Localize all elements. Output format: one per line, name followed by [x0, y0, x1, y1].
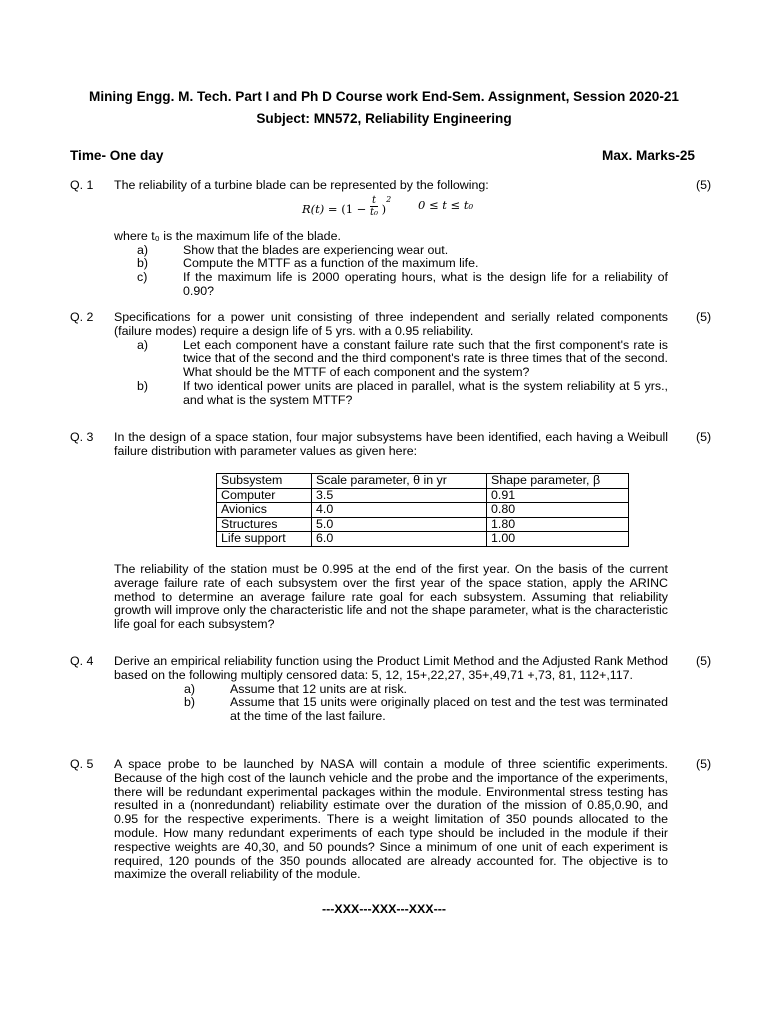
- formula-lhs: R(t) =: [302, 201, 342, 216]
- table-cell: Avionics: [217, 503, 312, 518]
- table-cell: Structures: [217, 517, 312, 532]
- max-marks: Max. Marks-25: [602, 148, 695, 163]
- subquestion-b: [114, 257, 668, 271]
- fraction-numerator: t: [371, 195, 376, 207]
- question-number: Q. 2: [70, 310, 94, 324]
- subquestion-a: [114, 244, 668, 258]
- table-cell: 1.80: [487, 517, 629, 532]
- table-header-cell: Shape parameter, β: [487, 474, 629, 489]
- question-intro: Specifications for a power unit consisting of three independent and serially related components (failure modes) require a design life of 5 yrs. with a 0.95 reliability.: [114, 310, 668, 338]
- question-marks: (5): [696, 430, 712, 444]
- question-marks: (5): [696, 757, 712, 771]
- question-marks: (5): [696, 310, 712, 324]
- question-intro: The reliability of a turbine blade can be represented by the following:: [114, 178, 489, 192]
- subquestion-b: [114, 696, 668, 724]
- table-header-cell: Subsystem: [217, 474, 312, 489]
- table-cell: Life support: [217, 532, 312, 547]
- subquestion-c: [114, 271, 668, 299]
- subquestion-b: [114, 380, 668, 408]
- formula-exponent: 2: [386, 194, 392, 204]
- time-marks-row: [70, 148, 695, 163]
- table-cell: 4.0: [312, 503, 487, 518]
- subsystem-table: [216, 473, 629, 547]
- subquestion-label: a): [137, 242, 149, 257]
- question-body: A space probe to be launched by NASA will contain a module of three scientific experiments. Because of the high cost of the launch vehicle and the probe and the importance of the experiments, there will be redundant experimental packages within the module. Environmental stress testing has resulted in a (nonredundant) reliability estimate over the duration of the mission of 0.85,0.90, and 0.95 for the respective experiments. There is a weight limitation of 350 pounds allocated to the module. How many redundant experiments of each type should be included in the module if their respective weights are 40,30, and 50 pounds? Since a minimum of one unit of each experiment is required, 120 pounds of the 350 pounds allocated are already accounted for. The objective is to maximize the overall reliability of the module.: [114, 757, 668, 882]
- formula-range: 0 ≤ t ≤ t₀: [418, 197, 474, 212]
- table-cell: 0.91: [487, 488, 629, 503]
- table-row: [217, 488, 629, 503]
- subject-line: Subject: MN572, Reliability Engineering: [256, 111, 512, 126]
- table-cell: 5.0: [312, 517, 487, 532]
- formula-fraction: [370, 195, 378, 218]
- where-clause: where t₀ is the maximum life of the blade.: [114, 228, 341, 243]
- reliability-formula: [114, 193, 668, 227]
- table-cell: 3.5: [312, 488, 487, 503]
- formula-paren-close: ): [381, 201, 387, 216]
- subquestion-label: a): [184, 681, 196, 696]
- question-marks: (5): [696, 178, 712, 192]
- subquestion-label: b): [137, 256, 149, 271]
- subquestion-text: Assume that 15 units were originally placed on test and the test was terminated at the time of the last failure.: [230, 695, 668, 724]
- subquestion-label: a): [137, 337, 149, 352]
- question-marks: (5): [696, 654, 712, 668]
- table-row: [217, 517, 629, 532]
- table-cell: 6.0: [312, 532, 487, 547]
- subquestion-label: c): [137, 270, 148, 285]
- document-title: Mining Engg. M. Tech. Part I and Ph D Course work End-Sem. Assignment, Session 2020-21: [89, 89, 679, 104]
- subquestion-text: If two identical power units are placed in parallel, what is the system reliability at 5 yrs., and what is the system MTTF?: [183, 378, 668, 407]
- end-separator: ---XXX---XXX---XXX---: [322, 902, 446, 916]
- question-intro: Derive an empirical reliability function using the Product Limit Method and the Adjusted Rank Method based on the following multiply censored data: 5, 12, 15+,22,27, 35+,49,71 +,73, 81, 112+,117.: [114, 654, 668, 682]
- subquestion-a: [114, 339, 668, 380]
- subquestion-a: [114, 683, 668, 697]
- subquestion-text: Assume that 12 units are at risk.: [230, 681, 407, 696]
- subquestion-text: Compute the MTTF as a function of the maximum life.: [183, 256, 479, 271]
- table-row: [217, 532, 629, 547]
- subquestion-text: If the maximum life is 2000 operating hours, what is the design life for a reliability of 0.90?: [183, 270, 668, 298]
- question-number: Q. 1: [70, 178, 94, 192]
- table-cell: 1.00: [487, 532, 629, 547]
- subquestion-label: b): [184, 695, 196, 710]
- question-number: Q. 4: [70, 654, 94, 668]
- formula-paren-open: (1 −: [341, 201, 367, 216]
- question-intro: In the design of a space station, four major subsystems have been identified, each having a Weibull failure distribution with parameter values as given here:: [114, 430, 668, 458]
- subquestion-text: Show that the blades are experiencing wear out.: [183, 242, 449, 257]
- question-number: Q. 5: [70, 757, 94, 771]
- time-allowed: Time- One day: [70, 148, 164, 163]
- table-cell: Computer: [217, 488, 312, 503]
- question-number: Q. 3: [70, 430, 94, 444]
- question-body: The reliability of the station must be 0.995 at the end of the first year. On the basis of the current average failure rate of each subsystem over the first year of the space station, apply the ARINC method to determine an average failure rate goal for each subsystem. Assuming that reliability growth will improve only the characteristic life and not the shape parameter, what is the characteristic life goal for each subsystem?: [114, 562, 668, 632]
- subquestion-label: b): [137, 378, 149, 393]
- table-header-cell: Scale parameter, θ in yr: [312, 474, 487, 489]
- table-header-row: [217, 474, 629, 489]
- fraction-denominator: t₀: [369, 207, 378, 219]
- table-cell: 0.80: [487, 503, 629, 518]
- table-row: [217, 503, 629, 518]
- subquestion-text: Let each component have a constant failure rate such that the first component's rate is twice that of the second and the third component's rate is three times that of the second. What should be the MTTF of each component and the system?: [183, 337, 668, 380]
